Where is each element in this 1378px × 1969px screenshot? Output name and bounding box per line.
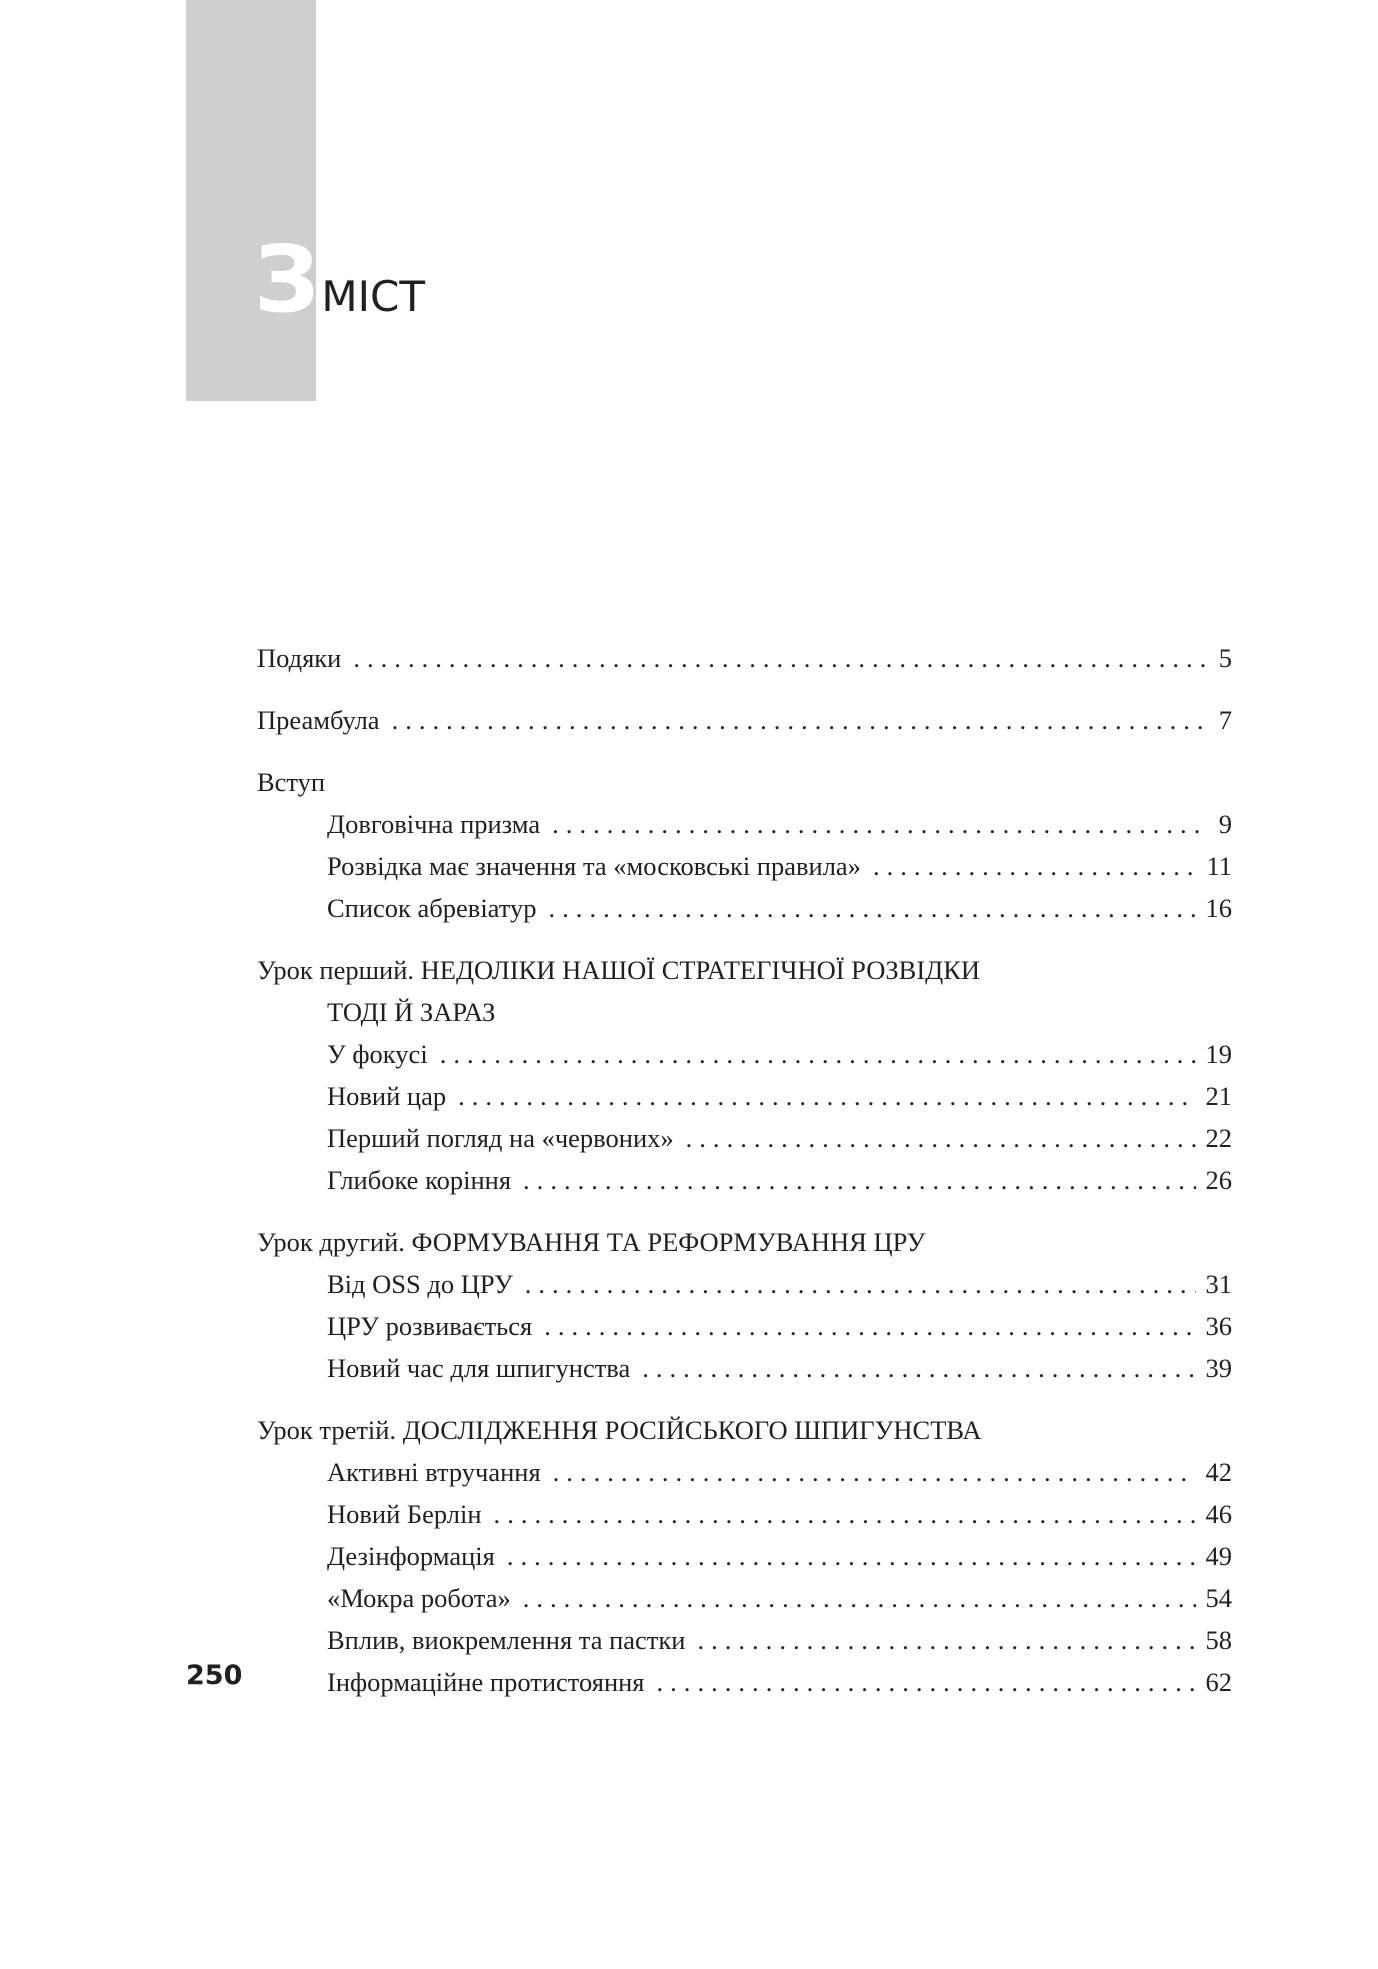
toc-entry[interactable]: У фокусі . . . 19	[327, 1039, 1232, 1075]
toc-entry[interactable]: Вплив, виокремлення та пастки . . . 58	[327, 1625, 1232, 1661]
toc-entry[interactable]: «Мокра робота» . . . 54	[327, 1583, 1232, 1619]
toc-entry[interactable]: Дезінформація . . . 49	[327, 1541, 1232, 1577]
toc-section-vstup: Вступ	[257, 767, 326, 797]
toc-section-urok3: Урок третій. ДОСЛІДЖЕННЯ РОСІЙСЬКОГО ШПИГУНСТВА	[257, 1415, 982, 1445]
toc-entry[interactable]: Розвідка має значення та «московські правила» . . . 11	[327, 851, 1232, 887]
page-title	[254, 226, 425, 333]
title-gray-block	[186, 0, 316, 401]
toc-section-urok2: Урок другий. ФОРМУВАННЯ ТА РЕФОРМУВАННЯ ЦРУ	[257, 1227, 926, 1257]
toc-entry[interactable]: Список абревіатур . . . 16	[327, 893, 1232, 929]
toc-section-urok1-cont: ТОДІ Й ЗАРАЗ	[327, 997, 496, 1027]
toc-section-urok1: Урок перший. НЕДОЛІКИ НАШОЇ СТРАТЕГІЧНОЇ РОЗВІДКИ	[257, 955, 981, 985]
toc-entry[interactable]: Перший погляд на «червоних» . . . 22	[327, 1123, 1232, 1159]
toc-entry[interactable]: Інформаційне протистояння . . . 62	[327, 1667, 1232, 1703]
title-rest: МІСТ	[321, 272, 425, 321]
toc-entry[interactable]: Від OSS до ЦРУ . . . 31	[327, 1269, 1232, 1305]
toc-entry-preambula[interactable]: Преамбула . . . 7	[257, 705, 1232, 741]
toc-entry[interactable]: Глибоке коріння . . . 26	[327, 1165, 1232, 1201]
toc-entry[interactable]: Новий цар . . . 21	[327, 1081, 1232, 1117]
toc-entry[interactable]: ЦРУ розвивається . . . 36	[327, 1311, 1232, 1347]
page-number: 250	[186, 1660, 243, 1691]
toc-entry[interactable]: Активні втручання . . . 42	[327, 1457, 1232, 1493]
toc-entry[interactable]: Новий Берлін . . . 46	[327, 1499, 1232, 1535]
toc-entry[interactable]: Новий час для шпигунства . . . 39	[327, 1353, 1232, 1389]
title-initial-letter: З	[254, 226, 320, 333]
toc-entry-podiaky[interactable]: Подяки . . . 5	[257, 643, 1232, 679]
toc-entry[interactable]: Довговічна призма . . . 9	[327, 809, 1232, 845]
